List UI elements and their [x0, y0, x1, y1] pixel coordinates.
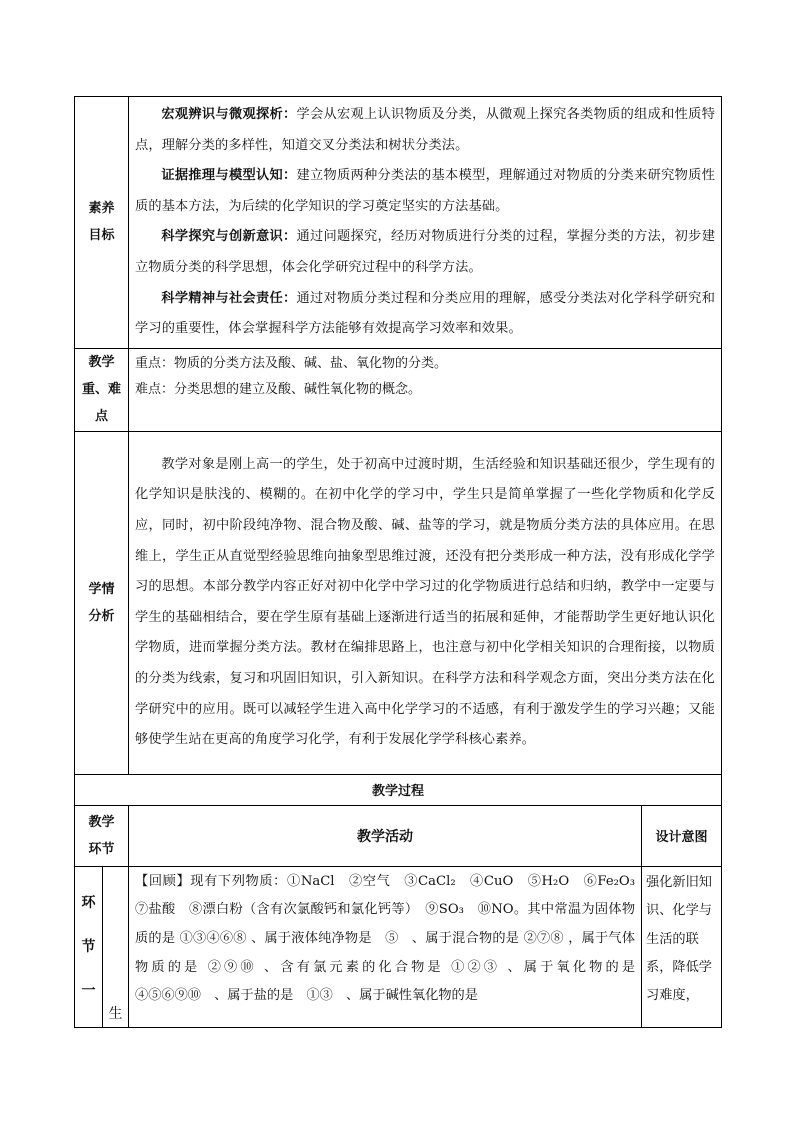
literacy-goals-row — [75, 97, 722, 349]
difficult-point-text: 难点：分类思想的建立及酸、碱性氧化物的概念。 — [135, 381, 422, 397]
learner-analysis-label: 学情 分析 — [75, 431, 129, 774]
goal-item: 科学精神与社会责任：通过对物质分类过程和分类应用的理解，感受分类法对化学科学研究和学习的重要性，体会掌握科学方法能够有效提高学习效率和效果。 — [135, 290, 716, 337]
goal-item: 证据推理与模型认知：建立物质两种分类法的基本模型，理解通过对物质的分类来研究物质性质的基本方法，为后续的化学知识的学习奠定坚实的方法基础。 — [135, 168, 716, 214]
key-point-text: 重点：物质的分类方法及酸、碱、盐、氧化物的分类。 — [135, 355, 448, 371]
process-title: 教学过程 — [75, 774, 722, 805]
learner-analysis-text: 教学对象是刚上高一的学生，处于初高中过渡时期，生活经验和知识基础还很少，学生现有的化学知识是肤浅的、模糊的。在初中化学的学习中，学生只是简单掌握了一些化学物质和化学反应，同时，初中阶段纯净物、混合物及酸、碱、盐等的学习，就是物质分类方法的具体应用。在思维上，学生正从直觉型经验思维向抽象型思维过渡，还没有把分类形成一种方法，没有形成化学学习的思想。本部分教学内容正好对初中化学中学习过的化学物质进行总结和归纳，教学中一定要与学生的基础相结合，要在学生原有基础上逐渐进行适当的拓展和延伸，才能帮助学生更好地认识化学物质，进而掌握分类方法。教材在编排思路上，也注意与初中化学相关知识的合理衔接，以物质的分类为线索，复习和巩固旧知识，引入新知识。在科学方法和科学观念方面，突出分类方法在化学研究中的应用。既可以减轻学生进入高中化学学习的不适感，有利于激发学生的学习兴趣；又能够使学生站在更高的角度学习化学，有利于发展化学学科核心素养。 — [135, 456, 716, 748]
stage-one-activity — [129, 866, 649, 1027]
lesson-plan-table — [74, 96, 722, 1028]
stage-one-row — [75, 866, 722, 1027]
key-points-content — [129, 348, 722, 431]
goal-item: 科学探究与创新意识：通过问题探究，经历对物质进行分类的过程，掌握分类的方法，初步建立物质分类的科学思想，体会化学研究过程中的科学方法。 — [135, 229, 716, 275]
learner-analysis-row — [75, 431, 722, 774]
learner-analysis-content — [129, 431, 722, 774]
intent-column-header: 设计意图 — [642, 805, 722, 866]
process-header-row — [75, 805, 722, 866]
stage-one-label: 环 节 一 — [75, 866, 103, 1027]
stage-one-intent: 强化新旧知识、化学与生活的联系，降低学习难度， — [642, 866, 722, 1027]
lesson-plan-page — [74, 96, 721, 1028]
activity-column-header: 教学活动 — [129, 805, 642, 866]
process-title-row — [75, 774, 722, 805]
literacy-goals-content — [129, 97, 722, 349]
stage-one-sub-label: 生 — [103, 866, 129, 1027]
literacy-goals-label: 素养 目标 — [75, 97, 129, 349]
key-points-label: 教学 重、难 点 — [75, 348, 129, 431]
goal-item: 宏观辨识与微观探析：学会从宏观上认识物质及分类，从微观上探究各类物质的组成和性质特点，理解分类的多样性，知道交叉分类法和树状分类法。 — [135, 107, 716, 153]
stage-column-header: 教学 环节 — [75, 805, 129, 866]
key-points-row — [75, 348, 722, 431]
review-text: 【回顾】现有下列物质：①NaCl ②空气 ③CaCl₂ ④CuO ⑤H₂O ⑥Fe₂O₃ ⑦盐酸 ⑧漂白粉（含有次氯酸钙和氯化钙等） ⑨SO₃ ⑩NO。其中常温为固体物质的是 ①③④⑥⑧ 、属于液体纯净物是 ⑤ 、属于混合物的是 ②⑦⑧ ，属于气体物质的是 ②⑨⑩ 、含有氯元素的化合物是 ①②③ 、属于氧化物的是 ④⑤⑥⑨⑩ 、属于盐的是 ①③ 、属于碱性氧化物的是 — [135, 873, 649, 1004]
